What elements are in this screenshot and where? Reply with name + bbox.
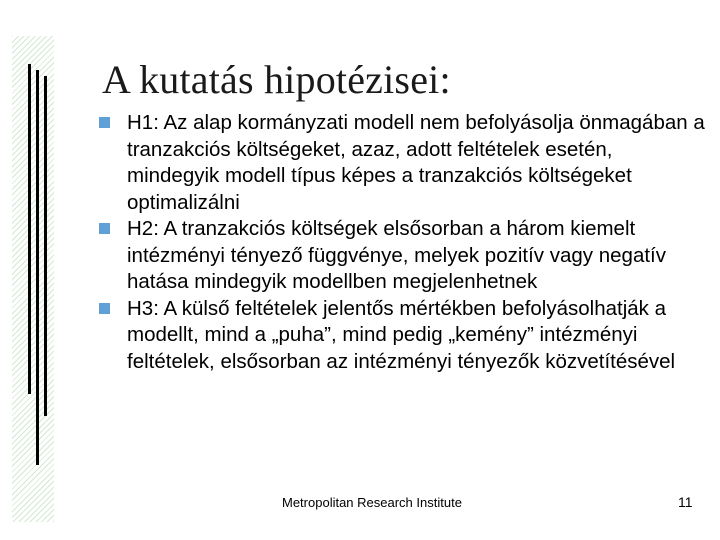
bullet-item	[98, 216, 708, 296]
bullet-text: H1: Az alap kormányzati modell nem befolyásolja önmagában a tranzakciós költségeket, azaz, adott feltételek esetén, mindegyik modell típus képes a tranzakciós költségeket optimalizálni	[127, 111, 705, 214]
bullet-item	[98, 296, 708, 376]
bullet-list	[98, 110, 708, 375]
bullet-text: H3: A külső feltételek jelentős mértékben befolyásolhatják a modellt, mind a „puha”, mind pedig „kemény” intézményi feltételek, elsősorban az intézményi tényezők közvetítésével	[127, 296, 676, 373]
bullet-text: H2: A tranzakciós költségek elsősorban a három kiemelt intézményi tényező függvénye, melyek pozitív vagy negatív hatása mindegyik modellben megjelenhetnek	[127, 217, 666, 293]
decorative-stripes	[28, 60, 50, 480]
stripe	[36, 70, 39, 465]
stripe	[28, 64, 31, 394]
square-bullet-icon	[99, 223, 110, 234]
stripe	[44, 76, 47, 416]
slide-title: A kutatás hipotézisei:	[102, 57, 451, 102]
footer-organization: Metropolitan Research Institute	[282, 495, 462, 510]
page-number: 11	[678, 494, 693, 510]
square-bullet-icon	[99, 303, 110, 314]
bullet-item	[98, 110, 708, 216]
square-bullet-icon	[99, 117, 110, 128]
